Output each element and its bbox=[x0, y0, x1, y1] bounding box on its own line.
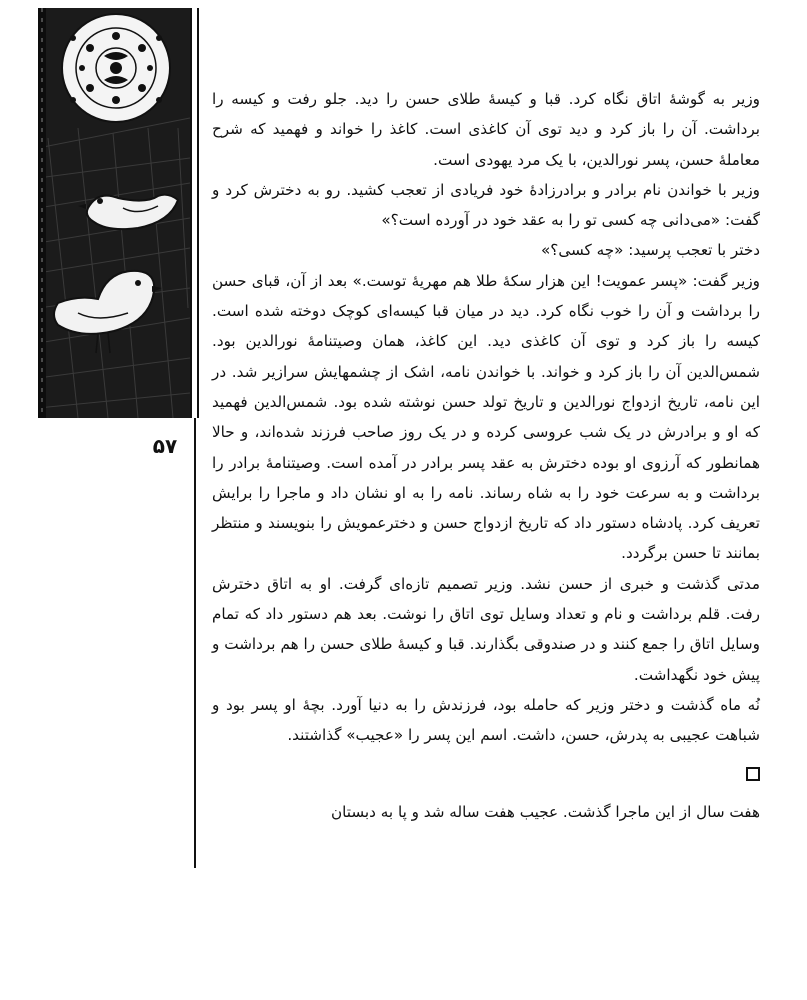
border-line bbox=[197, 8, 199, 418]
ornament-drawing bbox=[38, 8, 190, 418]
paragraph: وزیر گفت: «پسر عمویت! این هزار سکهٔ طلا هم مهریهٔ توست.» بعد از آن، قبای حسن را برداشت و آن را خوب نگاه کرد. دید در میان قبا کیسه‌ای کوچک دوخته شده است. کیسه را باز کرد و توی آن کاغذی دید. این کاغذ، همان وصیتنامهٔ نورالدین بود. شمس‌الدین آن را باز کرد و خواند. با خواندن نامه، اشک از چشمهایش سرازیر شد. در این نامه، تاریخ ازدواج نورالدین و تاریخ تولد حسن نوشته شده بود. شمس‌الدین فهمید که او و برادرش در یک شب عروسی کرده و در یک روز صاحب فرزند شده‌اند، و حالا همانطور که آرزوی او بوده دخترش به عقد پسر برادر در آمده است. وصیتنامهٔ برادر را برداشت و به سرعت خود را به شاه رساند. نامه را به او نشان داد و ماجرا را برایش تعریف کرد. پادشاه دستور داد که تاریخ ازدواج حسن و دخترعمویش را بنویسند و منتظر بمانند تا حسن برگردد. bbox=[212, 271, 760, 563]
paragraph: هفت سال از این ماجرا گذشت. عجیب هفت ساله شد و پا به دبستان bbox=[331, 802, 760, 821]
paragraph: دختر با تعجب پرسید: «چه کسی؟» bbox=[541, 241, 760, 260]
body-text bbox=[212, 84, 760, 827]
page-number: ۵۷ bbox=[152, 434, 178, 458]
paragraph: وزیر با خواندن نام برادر و برادرزادهٔ خود فریادی از تعجب کشید. رو به دخترش کرد و گفت: «می‌دانی چه کسی تو را به عقد خود در آورده است؟» bbox=[212, 180, 760, 230]
square-ornament-icon bbox=[746, 767, 760, 781]
paragraph: وزیر به گوشهٔ اتاق نگاه کرد. قبا و کیسهٔ طلای حسن را دید. جلو رفت و کیسه را برداشت. آن را باز کرد و دید توی آن کاغذی است. کاغذ را خواند و فهمید که شرح معاملهٔ حسن، پسر نورالدین، با یک مرد یهودی است. bbox=[212, 90, 760, 169]
paragraph: نُه ماه گذشت و دختر وزیر که حامله بود، فرزندش را به دنیا آورد. بچهٔ او پسر بود و شباهت عجیبی به پدرش، حسن، داشت. اسم این پسر را «عجیب» گذاشتند. bbox=[212, 695, 760, 745]
paragraph: مدتی گذشت و خبری از حسن نشد. وزیر تصمیم تازه‌ای گرفت. او به اتاق دخترش رفت. قلم برداشت و نام و تعداد وسایل توی اتاق را نوشت. بعد هم دستور داد که تمام وسایل اتاق را جمع کنند و در صندوقی بگذارند. قبا و کیسهٔ طلای حسن را هم برداشت و پیش خود نگهداشت. bbox=[212, 574, 760, 684]
margin-rule bbox=[194, 418, 196, 868]
section-divider bbox=[212, 751, 760, 797]
decorative-border-illustration bbox=[38, 8, 190, 418]
border-line bbox=[190, 8, 192, 418]
